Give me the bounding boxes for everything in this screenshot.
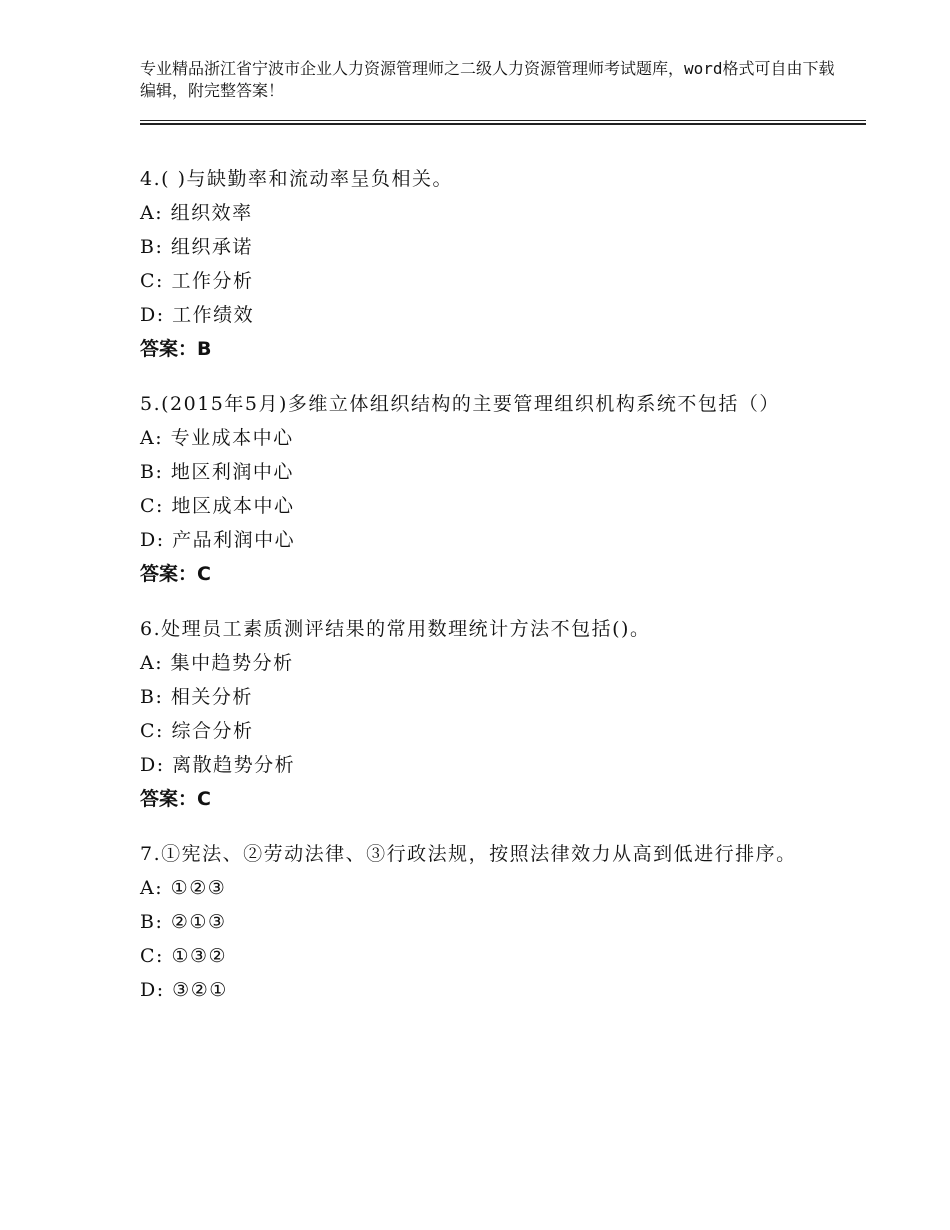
option-c: C: 工作分析 [140,270,254,292]
option-d: D: 产品利润中心 [140,529,296,551]
question-6 [140,612,820,816]
header-rule-bottom [140,123,866,125]
option-a: A: 组织效率 [140,202,253,224]
header-rule-top [140,120,866,121]
option-b: B: 地区利润中心 [140,461,294,483]
question-text: 4.( )与缺勤率和流动率呈负相关。 [140,168,453,190]
option-a: A: 集中趋势分析 [140,652,294,674]
option-b: B: ②①③ [140,911,227,933]
question-7 [140,837,820,1007]
option-c: C: ①③② [140,945,228,967]
question-5 [140,387,820,591]
option-d: D: 离散趋势分析 [140,754,296,776]
question-list [140,162,820,1028]
option-a: A: ①②③ [140,877,227,899]
answer: 答案：C [140,563,211,585]
document-header: 专业精品浙江省宁波市企业人力资源管理师之二级人力资源管理师考试题库，word格式可自由下载编辑，附完整答案！ [140,59,835,100]
question-text: 6.处理员工素质测评结果的常用数理统计方法不包括()。 [140,618,651,640]
option-d: D: ③②① [140,979,228,1001]
option-c: C: 综合分析 [140,720,254,742]
question-4 [140,162,820,366]
option-c: C: 地区成本中心 [140,495,295,517]
answer: 答案：C [140,788,211,810]
option-b: B: 组织承诺 [140,236,253,258]
option-a: A: 专业成本中心 [140,427,294,449]
question-text: 7.①宪法、②劳动法律、③行政法规，按照法律效力从高到低进行排序。 [140,843,797,865]
answer: 答案：B [140,338,212,360]
option-b: B: 相关分析 [140,686,253,708]
question-text: 5.(2015年5月)多维立体组织结构的主要管理组织机构系统不包括（） [140,393,780,415]
option-d: D: 工作绩效 [140,304,255,326]
